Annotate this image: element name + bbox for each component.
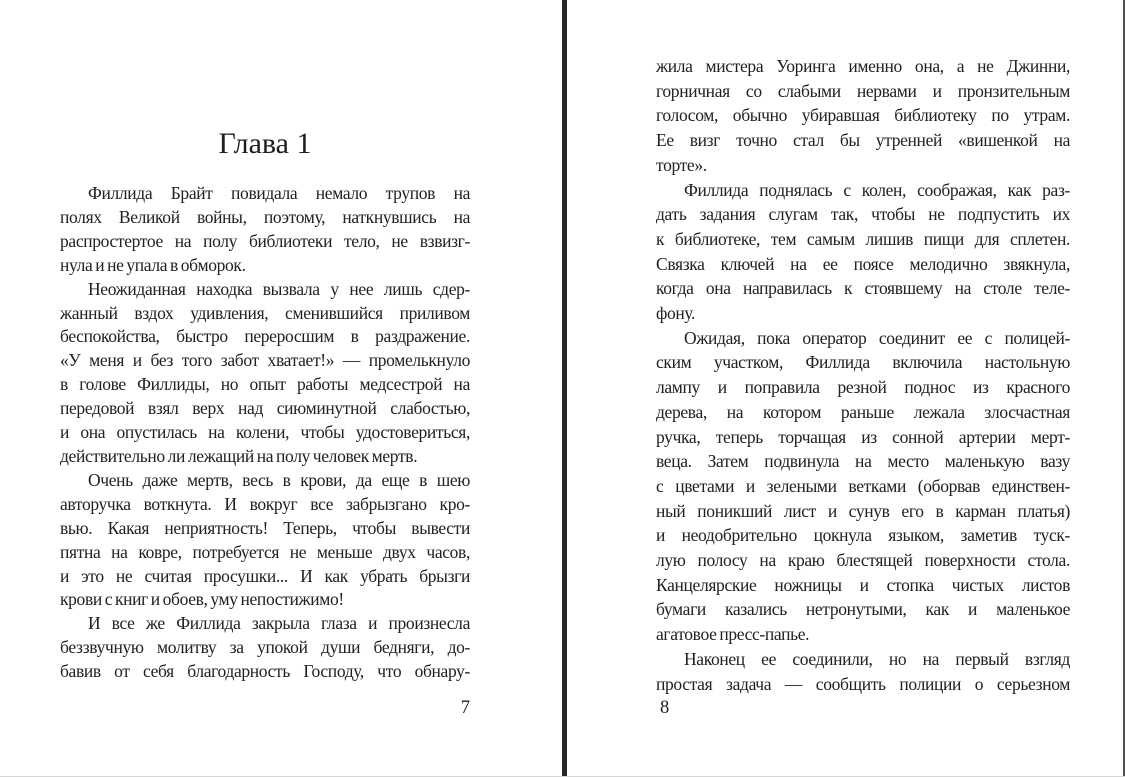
text-line: авторучка воткнута. И вокруг все забрызгано кро- (60, 493, 470, 514)
text-line: «У меня и без того забот хватает!» — промелькнуло (60, 350, 470, 371)
text-line: жила мистера Уоринга именно она, а не Джинни, (656, 56, 1070, 76)
right-page-body (656, 54, 1070, 696)
text-line: ный поникший лист и сунув его в карман платья) (656, 500, 1070, 521)
text-line: пятна на ковре, потребуется не меньше двух часов, (60, 541, 470, 562)
right-page[interactable] (567, 0, 1125, 776)
text-line: ским участком, Филлида включила настольную (656, 352, 1070, 373)
text-line: нула и не упала в обморок. (60, 254, 246, 275)
text-line: горничная со слабыми нервами и пронзительным (656, 80, 1070, 101)
text-line: передовой взял верх над сиюминутной слабостью, (60, 398, 470, 419)
text-line: Филлида Брайт повидала немало трупов на (88, 183, 470, 203)
page-number-right: 8 (660, 698, 670, 718)
text-line: Наконец ее соединили, но на первый взгляд (684, 648, 1070, 669)
text-line: действительно ли лежащий на полу человек мертв. (60, 445, 418, 466)
text-line: Ее визг точно стал бы утренней «вишенкой на (656, 130, 1070, 151)
text-line: дать задания слугам так, чтобы не подпустить их (656, 204, 1070, 225)
chapter-title: Глава 1 (218, 127, 312, 160)
text-line: и неодобрительно цокнула языком, заметив туск- (656, 525, 1070, 546)
text-line: Ожидая, пока оператор соединит ее с полицей- (684, 327, 1070, 348)
left-page-body (60, 182, 470, 684)
text-line: Филлида поднялась с колен, соображая, как раз- (684, 179, 1070, 200)
text-line: беспокойства, быстро переросшим в раздражение. (60, 326, 470, 347)
text-line: голосом, обычно убиравшая библиотеку по утрам. (656, 105, 1070, 126)
text-line: веца. Затем подвинула на место маленькую вазу (656, 451, 1070, 472)
text-line: Неожиданная находка вызвала у нее лишь сдер- (88, 278, 470, 299)
text-line: лую полосу на краю блестящей поверхности стола. (656, 550, 1070, 571)
text-line: торте». (656, 154, 707, 175)
text-line: беззвучную молитву за упокой души бедняги, до- (60, 637, 470, 658)
text-line: когда она направилась к стоявшему на столе теле- (656, 278, 1070, 299)
text-line: Канцелярские ножницы и стопка чистых листов (656, 574, 1070, 595)
text-line: полях Великой войны, поэтому, наткнувшись на (60, 206, 470, 227)
text-line: лампу и поправила резной поднос из красного (656, 377, 1070, 398)
page-number-left: 7 (460, 698, 470, 718)
left-page[interactable] (0, 0, 562, 776)
text-line: агатовое пресс-папье. (656, 624, 810, 645)
text-line: крови с книг и обоев, уму непостижимо! (60, 589, 344, 610)
text-line: вью. Какая неприятность! Теперь, чтобы вывести (60, 517, 470, 538)
text-line: и она опустилась на колени, чтобы удостовериться, (60, 422, 470, 443)
text-line: бумаги казались нетронутыми, как и маленькое (656, 599, 1070, 620)
text-line: И все же Филлида закрыла глаза и произнесла (88, 613, 470, 634)
text-line: простая задача — сообщить полиции о серьезном (656, 673, 1070, 694)
text-line: с цветами и зелеными ветками (оборвав единствен- (656, 475, 1070, 496)
text-line: бавив от себя благодарность Господу, что обнару- (60, 661, 470, 682)
text-line: в голове Филлиды, но опыт работы медсестрой на (60, 374, 470, 395)
text-line: дерева, на котором раньше лежала злосчастная (656, 401, 1070, 422)
text-line: Очень даже мертв, весь в крови, да еще в шею (88, 469, 470, 490)
text-line: жанный вздох удивления, сменившийся приливом (60, 302, 470, 323)
text-line: и это не считая просушки... И как убрать брызги (60, 565, 470, 586)
text-line: Связка ключей на ее поясе мелодично звякнула, (656, 253, 1070, 274)
text-line: к библиотеке, тем самым лишив пищи для сплетен. (656, 228, 1070, 249)
text-line: ручка, теперь торчащая из сонной артерии мерт- (656, 426, 1070, 447)
text-line: фону. (656, 303, 696, 324)
text-line: распростертое на полу библиотеки тело, не взвизг- (60, 230, 470, 251)
